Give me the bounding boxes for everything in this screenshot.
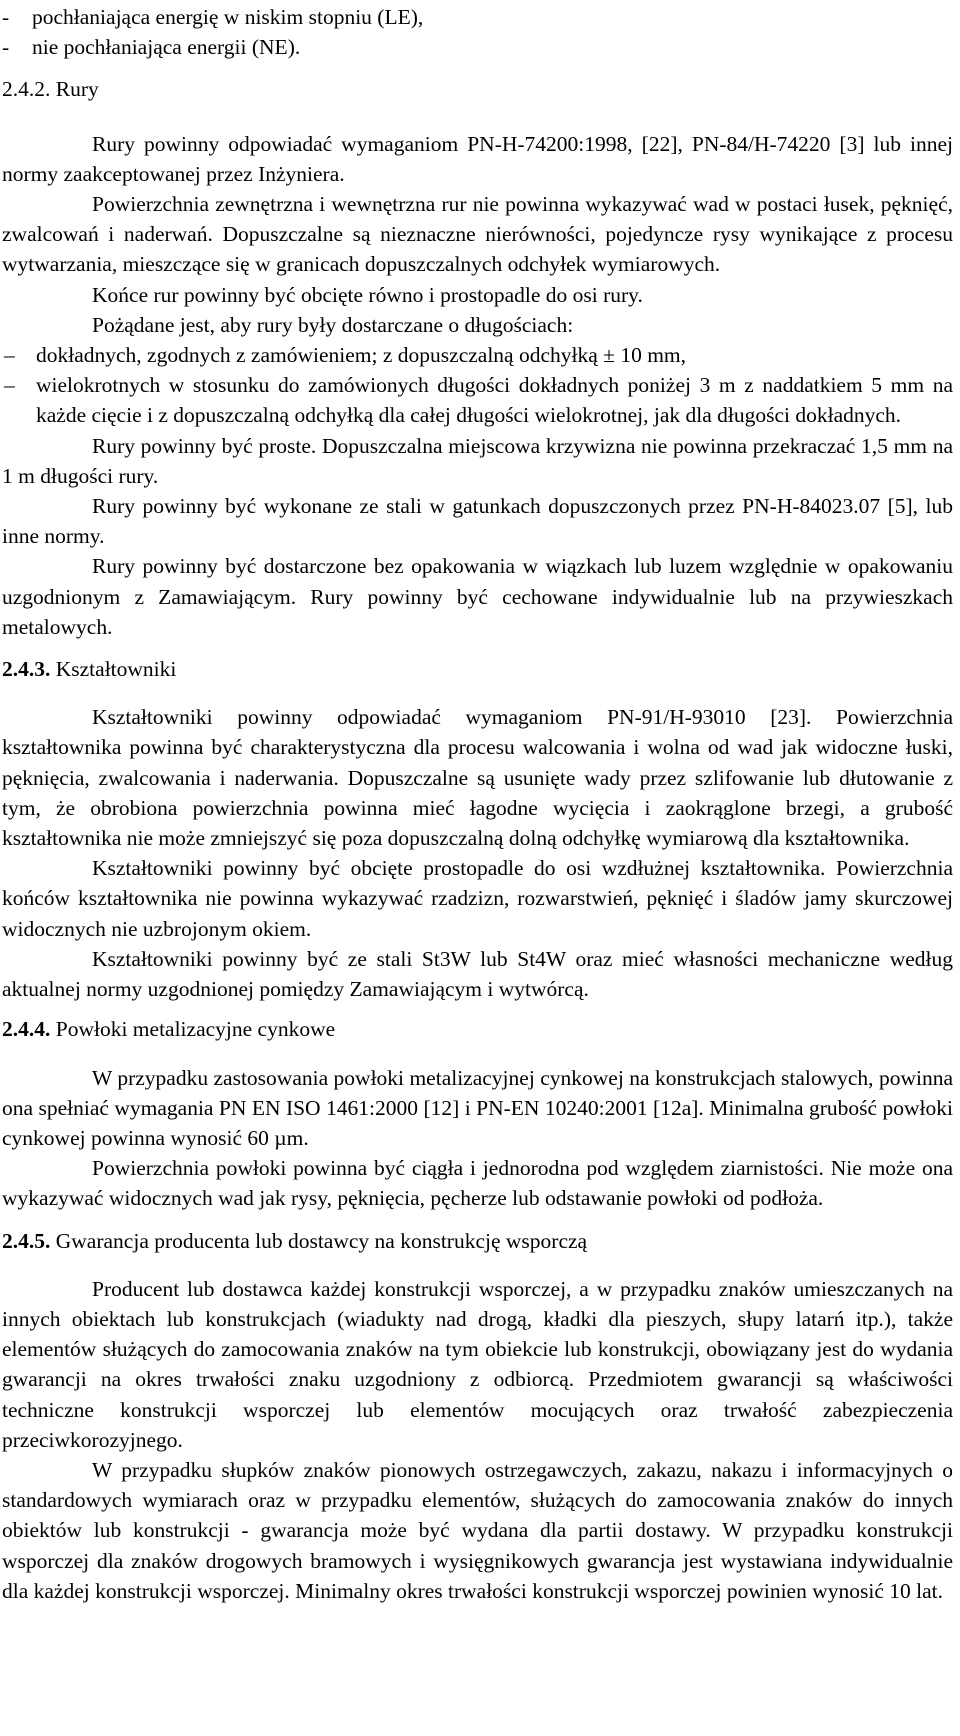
dash-list-text: wielokrotnych w stosunku do zamówionych długości dokładnych poniżej 3 m z naddatkiem 5 mm na każde cięcie i z dopuszczalną odchyłką dla całej długości wielokrotnej, jak dla długości dokładnych.	[36, 373, 953, 428]
dash-list-text: dokładnych, zgodnych z zamówieniem; z dopuszczalną odchyłką ± 10 mm,	[36, 343, 687, 368]
paragraph: Producent lub dostawca każdej konstrukcji wsporczej, a w przypadku znaków umieszczanych na innych obiektach lub konstrukcjach (wiadukty nad drogą, kładki dla pieszych, słupy latarń itp.), także elementów służących do zamocowania znaków na tym obiekcie lub konstrukcji, obowiązany jest do wydania gwarancji na okres trwałości znaku uzgodniony z odbiorcą. Przedmiotem gwarancji są właściwości techniczne konstrukcji wsporczej lub elementów mocujących oraz trwałość zabezpieczenia przeciwkorozyjnego.	[2, 1276, 953, 1452]
list-marker: -	[2, 35, 10, 60]
section-title: Gwarancja producenta lub dostawcy na konstrukcję wsporczą	[55, 1228, 588, 1253]
section-number: 2.4.5.	[2, 1228, 51, 1253]
section-number: 2.4.2.	[2, 77, 51, 102]
paragraph: Rury powinny być wykonane ze stali w gatunkach dopuszczonych przez PN-H-84023.07 [5], lub inne normy.	[2, 494, 953, 549]
paragraph: Końce rur powinny być obcięte równo i prostopadle do osi rury.	[92, 282, 643, 307]
dash-list-item	[2, 340, 953, 370]
paragraph: Pożądane jest, aby rury były dostarczane o długościach:	[92, 312, 574, 337]
section-number: 2.4.3.	[2, 657, 51, 682]
paragraph: Kształtowniki powinny być ze stali St3W lub St4W oraz mieć własności mechaniczne według aktualnej normy uzgodnionej pomiędzy Zamawiającym i wytwórcą.	[2, 946, 953, 1002]
section-title: Powłoki metalizacyjne cynkowe	[55, 1017, 336, 1042]
paragraph: Kształtowniki powinny być obcięte prostopadle do osi wzdłużnej kształtownika. Powierzchnia końców kształtownika nie powinna wykazywać rzadzizn, rozwarstwień, pęknięć i śladów jamy skurczowej widocznych nie uzbrojonym okiem.	[2, 856, 953, 941]
list-item-text: pochłaniająca energię w niskim stopniu (LE),	[32, 5, 424, 29]
paragraph: W przypadku zastosowania powłoki metalizacyjnej cynkowej na konstrukcjach stalowych, powinna ona spełniać wymagania PN EN ISO 1461:2000 [12] i PN-EN 10240:2001 [12a]. Minimalna grubość powłoki cynkowej powinna wynosić 60 µm.	[2, 1065, 953, 1150]
dash-list-item	[2, 370, 953, 430]
dash-marker: –	[4, 343, 15, 368]
paragraph: Powierzchnia zewnętrzna i wewnętrzna rur nie powinna wykazywać wad w postaci łusek, pęknięć, zwalcowań i naderwań. Dopuszczalne są nieznaczne nierówności, pojedyncze rysy wynikające z procesu wytwarzania, mieszczące się w granicach dopuszczalnych odchyłek wymiarowych.	[2, 192, 953, 277]
paragraph: Powierzchnia powłoki powinna być ciągła i jednorodna pod względem ziarnistości. Nie może ona wykazywać widocznych wad jak rysy, pęknięcia, pęcherze lub odstawanie powłoki od podłoża.	[2, 1156, 953, 1211]
dash-marker: –	[4, 373, 15, 398]
section-heading-243	[2, 654, 953, 684]
section-title: Kształtowniki	[55, 657, 177, 682]
paragraph: Kształtowniki powinny odpowiadać wymaganiom PN-91/H-93010 [23]. Powierzchnia kształtownika powinna być charakterystyczna dla procesu walcowania i wolna od wad jak widoczne łuski, pęknięcia, zwalcowania i naderwania. Dopuszczalne są usunięte wady przez szlifowanie lub dłutowanie z tym, że obrobiona powierzchnia powinna mieć łagodne wycięcia i zaokrąglone brzegi, a grubość kształtownika nie może zmniejszyć się poza dopuszczalną dolną odchyłkę wymiarową dla kształtownika.	[2, 705, 953, 851]
section-heading-242	[2, 74, 953, 104]
list-item-text: nie pochłaniająca energii (NE).	[32, 35, 301, 60]
paragraph: Rury powinny być proste. Dopuszczalna miejscowa krzywizna nie powinna przekraczać 1,5 mm na 1 m długości rury.	[2, 433, 953, 488]
paragraph: Rury powinny odpowiadać wymaganiom PN-H-74200:1998, [22], PN-84/H-74220 [3] lub innej normy zaakceptowanej przez Inżyniera.	[2, 131, 953, 186]
section-number: 2.4.4.	[2, 1017, 51, 1042]
paragraph: Rury powinny być dostarczone bez opakowania w wiązkach lub luzem względnie w opakowaniu uzgodnionym z Zamawiającym. Rury powinny być cechowane indywidualnie lub na przywieszkach metalowych.	[2, 554, 953, 639]
section-heading-245	[2, 1226, 953, 1256]
section-heading-244	[2, 1014, 953, 1044]
section-title: Rury	[55, 77, 99, 102]
list-marker: -	[2, 5, 10, 29]
paragraph: W przypadku słupków znaków pionowych ostrzegawczych, zakazu, nakazu i informacyjnych o standardowych wymiarach oraz w przypadku elementów, służących do zamocowania znaków do innych obiektów lub konstrukcji - gwarancja może być wydana dla partii dostawy. W przypadku konstrukcji wsporczej dla znaków drogowych bramowych i wysięgnikowych gwarancja jest wystawiana indywidualnie dla każdej konstrukcji wsporczej. Minimalny okres trwałości konstrukcji wsporczej powinien wynosić 10 lat.	[2, 1457, 953, 1603]
list-item	[2, 32, 953, 62]
list-item	[2, 2, 953, 32]
